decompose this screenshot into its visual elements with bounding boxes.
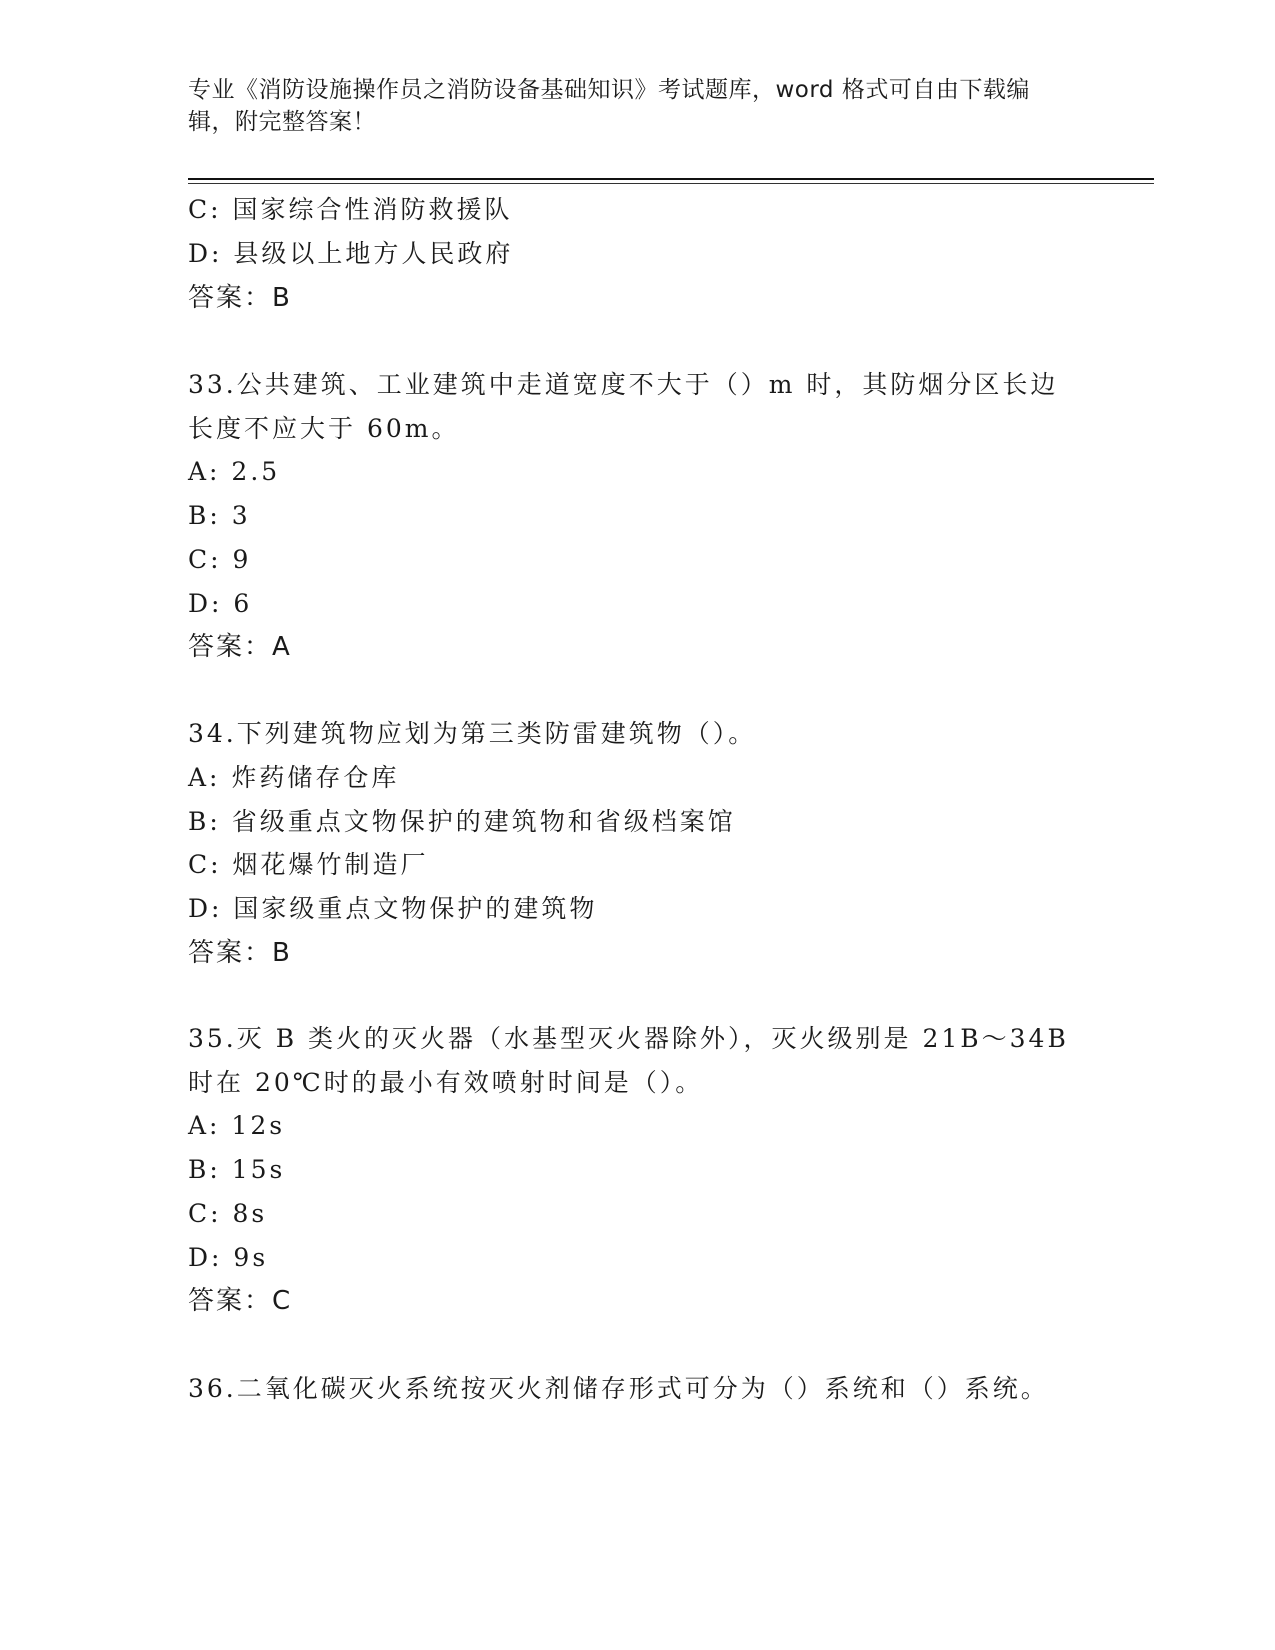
document-header: 专业《消防设施操作员之消防设备基础知识》考试题库，word 格式可自由下载编 辑，附完整答案！ — [188, 77, 1030, 135]
prev-option-c: C: 国家综合性消防救援队 — [188, 195, 513, 224]
q36-stem: 36.二氧化碳灭火系统按灭火剂储存形式可分为（）系统和（）系统。 — [188, 1374, 1049, 1403]
q33-stem-line2: 长度不应大于 60m。 — [188, 414, 460, 443]
q33-stem-line1: 33.公共建筑、工业建筑中走道宽度不大于（）m 时，其防烟分区长边 — [188, 370, 1059, 399]
q35-stem-line2: 时在 20℃时的最小有效喷射时间是（）。 — [188, 1068, 704, 1097]
q33-answer: 答案：A — [188, 632, 292, 662]
q34-option-c: C: 烟花爆竹制造厂 — [188, 850, 429, 879]
q34-stem: 34.下列建筑物应划为第三类防雷建筑物（）。 — [188, 719, 757, 748]
q34-option-a: A: 炸药储存仓库 — [188, 763, 400, 792]
q34-option-b: B: 省级重点文物保护的建筑物和省级档案馆 — [188, 807, 736, 836]
q35-option-b: B: 15s — [188, 1155, 286, 1184]
q35-option-d: D: 9s — [188, 1243, 269, 1272]
q35-stem-line1: 35.灭 B 类火的灭火器（水基型灭火器除外），灭火级别是 21B～34B — [188, 1024, 1069, 1053]
header-rule-thick — [188, 178, 1154, 180]
q35-option-c: C: 8s — [188, 1199, 268, 1228]
q33-option-c: C: 9 — [188, 545, 252, 574]
prev-answer: 答案：B — [188, 283, 292, 313]
q34-answer: 答案：B — [188, 938, 292, 968]
prev-option-d: D: 县级以上地方人民政府 — [188, 239, 514, 268]
header-rule-thin — [188, 183, 1154, 184]
q33-option-d: D: 6 — [188, 589, 253, 618]
q35-option-a: A: 12s — [188, 1111, 286, 1140]
q33-option-a: A: 2.5 — [188, 457, 281, 486]
q34-option-d: D: 国家级重点文物保护的建筑物 — [188, 894, 598, 923]
q35-answer: 答案：C — [188, 1286, 293, 1316]
q33-option-b: B: 3 — [188, 501, 251, 530]
